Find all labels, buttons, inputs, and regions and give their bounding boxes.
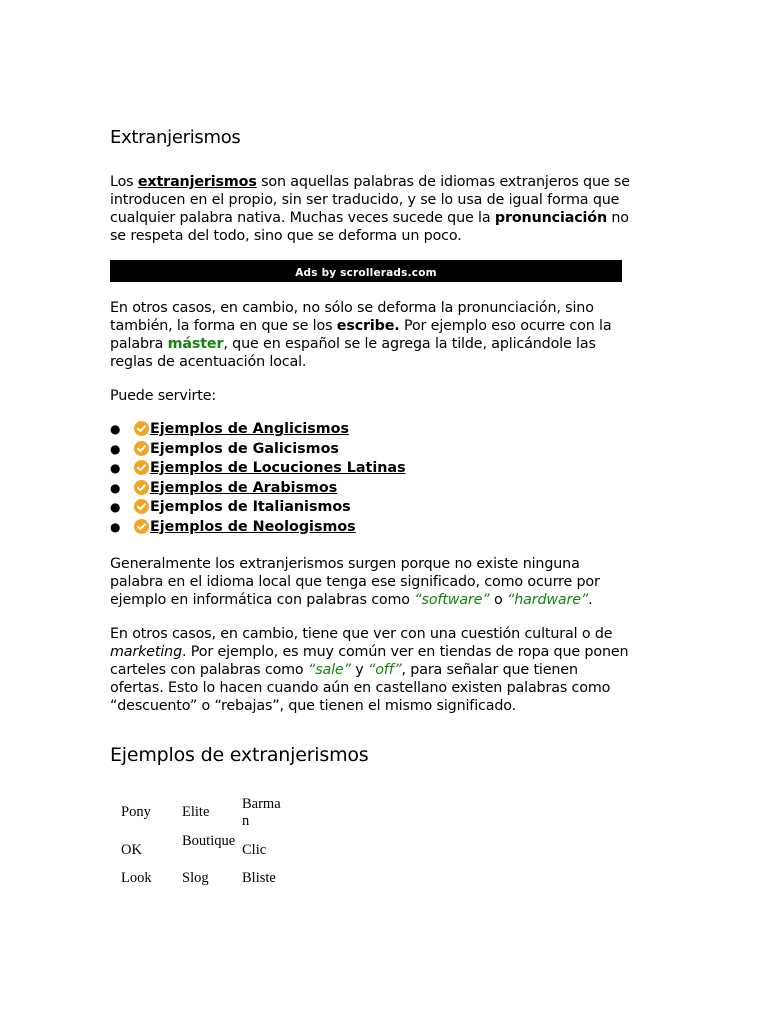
table-cell: Slog — [182, 870, 209, 886]
list-item — [110, 479, 406, 499]
table-cell: Elite — [182, 804, 210, 820]
check-circle-icon — [134, 519, 149, 534]
text: no se respeta del todo, sino que se deforma un poco. — [110, 210, 629, 244]
list-item — [110, 498, 406, 518]
text: . — [588, 592, 593, 608]
table-cell: Clic — [242, 842, 267, 858]
table-cell: Look — [121, 870, 152, 886]
paragraph-cultural — [110, 625, 630, 715]
text: Generalmente los extranjerismos surgen porque no existe ninguna palabra en el idioma local que tenga ese significado, como ocurre por ejemplo en informática con palabras como — [110, 556, 600, 608]
table-cell: Barman — [242, 796, 281, 829]
keyword-pronunciacion: pronunciación — [494, 210, 607, 226]
text: son aquellas palabras de idiomas extranjeros que se introducen en el propio, sin ser traducido, y se lo usa de igual forma que cualquier palabra nativa. Muchas veces sucede que la — [110, 174, 630, 226]
keyword-extranjerismos: extranjerismos — [137, 174, 257, 190]
check-circle-icon — [134, 499, 149, 514]
list-item — [110, 459, 406, 479]
bullet-dot: ● — [110, 461, 121, 475]
table-row — [121, 830, 287, 859]
bullet-dot: ● — [110, 519, 121, 534]
table-cell: Boutique — [182, 833, 236, 849]
word-hardware: “hardware” — [506, 592, 589, 608]
section-title: Ejemplos de extranjerismos — [110, 744, 369, 766]
keyword-escribe: escribe. — [336, 318, 400, 334]
text: , para señalar que tienen ofertas. Esto lo hacen cuando aún en castellano existen palabras como “descuento” o “rebajas”, que tienen el mismo significado. — [110, 662, 611, 714]
bullet-dot: ● — [110, 441, 121, 456]
check-circle-icon — [134, 460, 149, 475]
link-arabismos[interactable]: Ejemplos de Arabismos — [150, 479, 338, 496]
examples-table — [121, 794, 287, 887]
table-cell: OK — [121, 842, 142, 858]
see-also-label: Puede servirte: — [110, 388, 217, 404]
list-item — [110, 420, 406, 440]
table-cell: Bliste — [242, 870, 276, 886]
table-row — [121, 794, 287, 830]
word-marketing: marketing — [110, 644, 183, 660]
item-italianismos: Ejemplos de Italianismos — [150, 499, 351, 515]
item-galicismos: Ejemplos de Galicismos — [150, 440, 339, 457]
intro-paragraph — [110, 173, 630, 245]
check-circle-icon — [134, 480, 149, 495]
list-item — [110, 518, 406, 538]
text: o — [489, 592, 507, 608]
link-neologismos[interactable]: Ejemplos de Neologismos — [150, 518, 356, 535]
bullet-dot: ● — [110, 422, 121, 436]
keyword-master: máster — [167, 336, 224, 352]
bullet-dot: ● — [110, 500, 121, 514]
link-anglicismos[interactable]: Ejemplos de Anglicismos — [150, 421, 350, 437]
page-title: Extranjerismos — [110, 127, 241, 148]
link-locuciones-latinas[interactable]: Ejemplos de Locuciones Latinas — [150, 460, 406, 476]
text: Los — [110, 174, 138, 190]
bullet-dot: ● — [110, 480, 121, 495]
text: . Por ejemplo, es muy común ver en tiendas de ropa que ponen carteles con palabras como — [110, 644, 629, 678]
text: y — [350, 662, 368, 678]
paragraph-pronunciation — [110, 299, 630, 371]
word-sale: “sale” — [307, 662, 351, 678]
word-software: “software” — [414, 592, 490, 608]
table-cell: Pony — [121, 804, 151, 820]
table-row — [121, 859, 287, 887]
check-circle-icon — [134, 441, 149, 456]
text: En otros casos, en cambio, no sólo se deforma la pronunciación, sino también, la forma en que se los — [110, 300, 594, 334]
paragraph-origin — [110, 555, 630, 609]
list-item — [110, 440, 406, 460]
ads-banner[interactable]: Ads by scrollerads.com — [110, 260, 622, 282]
text: , que en español se le agrega la tilde, aplicándole las reglas de acentuación local. — [110, 336, 596, 370]
text: Por ejemplo eso ocurre con la palabra — [110, 318, 612, 352]
related-links-list — [110, 420, 406, 537]
check-circle-icon — [134, 421, 149, 436]
text: En otros casos, en cambio, tiene que ver con una cuestión cultural o de — [110, 626, 613, 642]
word-off: “off” — [367, 662, 402, 678]
